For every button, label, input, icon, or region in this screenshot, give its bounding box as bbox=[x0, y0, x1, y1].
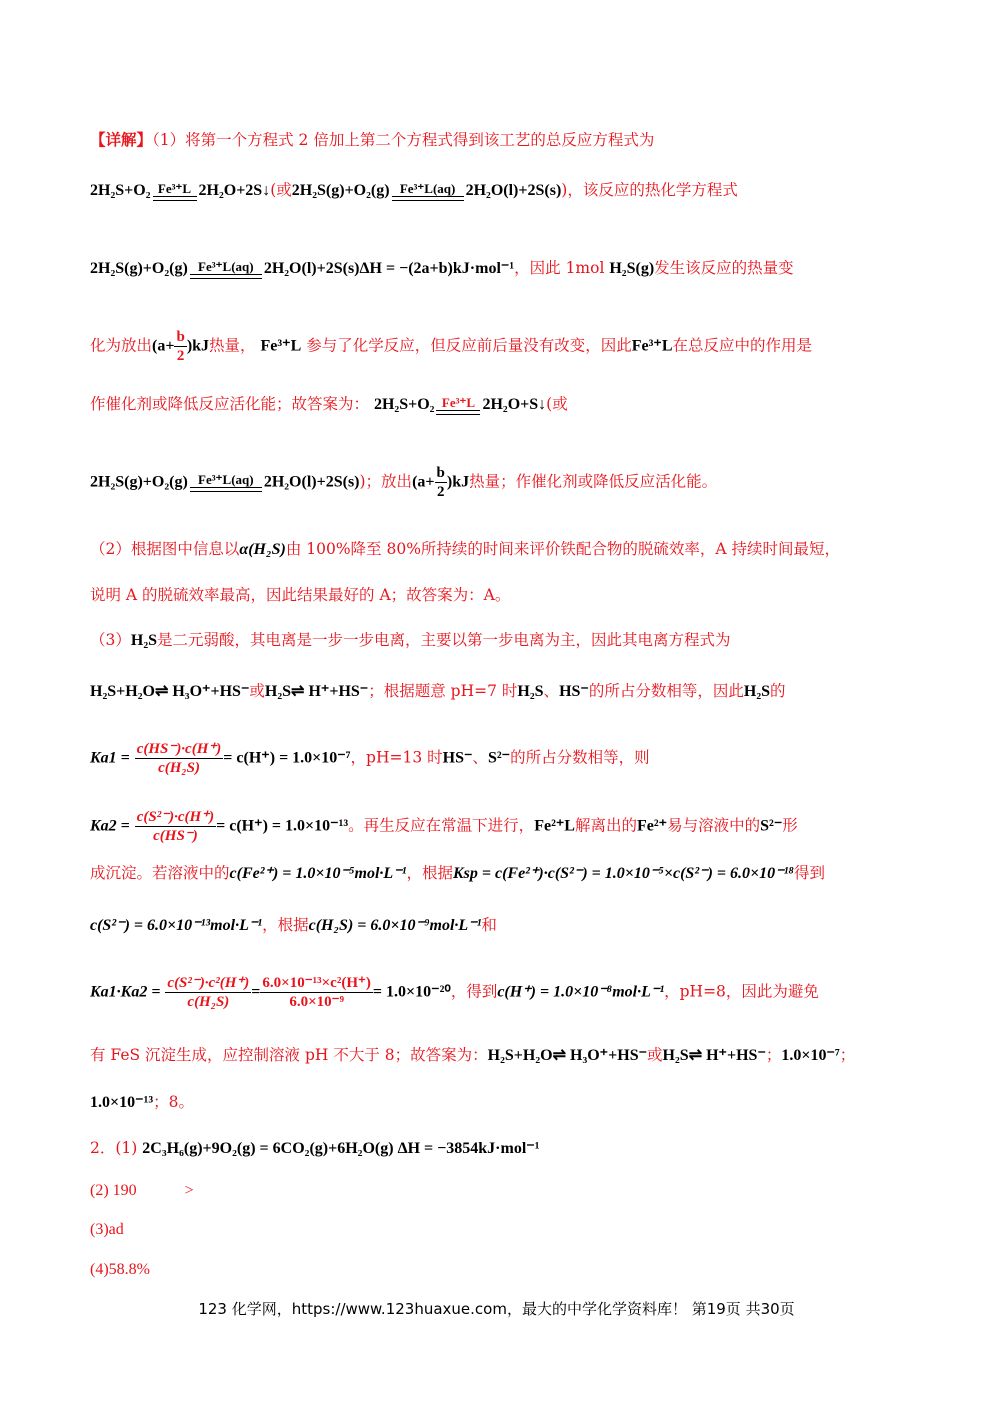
ka2-text-d: 形 bbox=[782, 816, 798, 835]
answer-line-1 bbox=[90, 392, 913, 417]
page-footer: 123 化学网，https://www.123huaxue.com，最大的中学化学资料库！ 第19页 共30页 bbox=[198, 1300, 795, 1318]
l15-fraction-1 bbox=[165, 974, 251, 1011]
l10-text-b: 的所占分数相等，因此 bbox=[588, 682, 744, 700]
ka1-sep: 、 bbox=[472, 748, 488, 767]
ionization-line bbox=[90, 679, 913, 704]
l10-sep: 、 bbox=[543, 682, 560, 700]
ka2-species-3: S²⁻ bbox=[760, 817, 783, 835]
l4-species-1: Fe³⁺L bbox=[260, 337, 302, 355]
eq2-tail2: 发生该反应的热量变 bbox=[654, 259, 794, 277]
ka2-species-1: Fe²⁺L bbox=[534, 817, 575, 835]
l5-text-a: 作催化剂或降低反应活化能；故答案为： bbox=[90, 395, 370, 413]
eq1-products: 2H₂O+2S↓ bbox=[198, 182, 271, 199]
l15-num1: c(S²⁻)·c²(H⁺) bbox=[167, 975, 250, 991]
ka2-text-b: 解离出的 bbox=[574, 816, 637, 835]
l6-frac-post: )kJ bbox=[446, 473, 470, 491]
eq1-arrow bbox=[151, 182, 199, 201]
ka1-text-b: 的所占分数相等，则 bbox=[510, 748, 650, 767]
l10-species-1: H₂S bbox=[517, 683, 544, 700]
l10-or: 或 bbox=[249, 682, 265, 700]
ka2-fraction bbox=[135, 808, 216, 845]
answer-2-2-value: (3)ad bbox=[90, 1221, 124, 1238]
heat-line bbox=[90, 328, 913, 365]
eq1-tail: )，该反应的热化学方程式 bbox=[561, 181, 738, 199]
eq1-alt-arrow bbox=[390, 182, 466, 201]
ka1-den: c(H₂S) bbox=[158, 760, 200, 776]
ka1-lhs: Ka1 = bbox=[90, 749, 130, 767]
l16-eq3: 1.0×10⁻⁷ bbox=[781, 1047, 840, 1064]
answer-line-4 bbox=[90, 1090, 913, 1115]
l15-text-a: ，得到 bbox=[450, 982, 498, 1001]
q2-prefix: 2．(1) bbox=[90, 1139, 138, 1157]
l14-text-a: ，根据 bbox=[262, 916, 309, 934]
answer-2-3 bbox=[90, 1261, 150, 1279]
l14-eq2: c(H₂S) = 6.0×10⁻⁹mol·L⁻¹ bbox=[308, 917, 482, 934]
ka1-num: c(HS⁻)·c(H⁺) bbox=[136, 741, 222, 757]
answer-line-3 bbox=[90, 1043, 913, 1068]
ka2-lhs: Ka2 = bbox=[90, 817, 130, 835]
part3-line-1 bbox=[90, 628, 913, 653]
l14-text-b: 和 bbox=[481, 916, 497, 934]
l15-eq: = bbox=[251, 983, 261, 1001]
l4-species-2: Fe³⁺L bbox=[631, 337, 673, 355]
answer-2-2 bbox=[90, 1221, 124, 1239]
l15-rhs: = 1.0×10⁻²⁰ bbox=[372, 983, 451, 1001]
l10-eq2: H₂S⇌ H⁺+HS⁻ bbox=[264, 683, 369, 700]
l6-arrow bbox=[188, 473, 264, 492]
l10-species-3: H₂S bbox=[743, 683, 771, 700]
answer-2-1-relation: > bbox=[184, 1182, 194, 1199]
l4-text-d: 在总反应中的作用是 bbox=[672, 336, 813, 355]
l15-den2: 6.0×10⁻⁹ bbox=[289, 994, 345, 1010]
l4-text-b: 热量， bbox=[209, 336, 256, 355]
p3-text-a: （3） bbox=[90, 631, 131, 649]
l15-text-b: ，pH=8，因此为避免 bbox=[664, 982, 819, 1001]
l13-text-c: 得到 bbox=[793, 864, 825, 882]
l6-frac-den: 2 bbox=[436, 484, 445, 500]
l6-products: 2H₂O(l)+2S(s) bbox=[263, 473, 360, 491]
detail-tag: 【详解】 bbox=[90, 130, 153, 149]
l15-num2: 6.0×10⁻¹³×c²(H⁺) bbox=[262, 975, 371, 991]
l6-condition: Fe³⁺L(aq) bbox=[198, 472, 254, 487]
eq2-reactants: 2H₂S(g)+O₂(g) bbox=[90, 260, 188, 277]
answer-2-1 bbox=[90, 1182, 194, 1200]
l6-frac-num: b bbox=[436, 465, 445, 481]
eq2-tail: ，因此 1mol bbox=[514, 259, 605, 277]
l13-eq1: c(Fe²⁺) = 1.0×10⁻⁵mol·L⁻¹ bbox=[229, 865, 407, 882]
ka2-rhs: = c(H⁺) = 1.0×10⁻¹³ bbox=[216, 817, 349, 835]
ka-product-line bbox=[90, 974, 913, 1011]
p2-text-b: 由 100%降至 80%所持续的时间来评价铁配合物的脱硫效率，A 持续时间最短， bbox=[285, 540, 841, 558]
l10-text-a: ；根据题意 pH=7 时 bbox=[368, 682, 518, 700]
detail-intro-line bbox=[90, 128, 913, 152]
l5-products: 2H₂O+S↓ bbox=[482, 396, 547, 413]
l13-text-a: 成沉淀。若溶液中的 bbox=[90, 864, 230, 882]
q2-line bbox=[90, 1136, 913, 1161]
eq1-reactants: 2H₂S+O₂ bbox=[90, 182, 151, 199]
l14-eq1: c(S²⁻) = 6.0×10⁻¹³mol·L⁻¹ bbox=[90, 917, 263, 934]
ka1-text-a: ，pH=13 时 bbox=[350, 748, 443, 767]
eq2-arrow bbox=[188, 260, 264, 279]
equation-line-1 bbox=[90, 178, 913, 203]
l6-frac-pre: (a+ bbox=[412, 473, 435, 491]
ka1-fraction bbox=[135, 740, 224, 777]
l16-eq2: H₂S⇌ H⁺+HS⁻ bbox=[662, 1047, 766, 1064]
ka2-num: c(S²⁻)·c(H⁺) bbox=[136, 809, 215, 825]
l6-text-a: )；放出 bbox=[359, 472, 413, 491]
l16-sep: ； bbox=[765, 1046, 782, 1064]
l16-end: ； bbox=[839, 1046, 856, 1064]
ka1-species-2: S²⁻ bbox=[487, 749, 511, 767]
ka2-line bbox=[90, 808, 913, 845]
l15-eq2: c(H⁺) = 1.0×10⁻⁸mol·L⁻¹ bbox=[497, 983, 665, 1001]
l10-species-2: HS⁻ bbox=[559, 683, 589, 700]
precipitation-line bbox=[90, 861, 913, 886]
l4-text-a: 化为放出 bbox=[90, 336, 153, 355]
part2-line-2 bbox=[90, 583, 913, 607]
ka2-species-2: Fe²⁺ bbox=[637, 817, 668, 835]
l5-text-b: (或 bbox=[546, 395, 568, 413]
l10-eq1: H₂S+H₂O⇌ H₃O⁺+HS⁻ bbox=[90, 683, 250, 700]
l16-eq1: H₂S+H₂O⇌ H₃O⁺+HS⁻ bbox=[487, 1047, 648, 1064]
eq2-products: 2H₂O(l)+2S(s)ΔH = −(2a+b)kJ·mol⁻¹ bbox=[263, 260, 515, 277]
ka1-line bbox=[90, 740, 913, 777]
l6-text-b: 热量；作催化剂或降低反应活化能。 bbox=[469, 472, 718, 491]
eq1-or: (或 bbox=[270, 181, 292, 199]
q2-equation: 2C₃H₆(g)+9O₂(g) = 6CO₂(g)+6H₂O(g) ΔH = −3854kJ·mol⁻¹ bbox=[142, 1140, 540, 1157]
p2-species: α(H₂S) bbox=[239, 541, 286, 558]
l16-or: 或 bbox=[647, 1046, 663, 1064]
p2-text-a: （2）根据图中信息以 bbox=[90, 540, 240, 558]
l15-lhs: Ka1·Ka2 = bbox=[90, 983, 161, 1001]
equation-line-2 bbox=[90, 256, 913, 281]
p3-species: H₂S bbox=[130, 632, 158, 649]
l4-frac-den: 2 bbox=[176, 348, 185, 364]
l6-fraction bbox=[435, 464, 447, 501]
eq2-condition: Fe³⁺L(aq) bbox=[198, 258, 254, 274]
l10-text-c: 的 bbox=[770, 682, 786, 700]
p3-text-b: 是二元弱酸，其电离是一步一步电离，主要以第一步电离为主，因此其电离方程式为 bbox=[157, 631, 731, 649]
l5-reactants: 2H₂S+O₂ bbox=[373, 396, 435, 413]
ka2-text-a: 。再生反应在常温下进行， bbox=[348, 816, 535, 835]
l6-reactants: 2H₂S(g)+O₂(g) bbox=[90, 473, 188, 491]
l5-arrow bbox=[434, 396, 482, 415]
l4-text-c: 参与了化学反应，但反应前后量没有改变，因此 bbox=[306, 336, 632, 355]
l5-condition: Fe³⁺L bbox=[441, 394, 476, 410]
l4-frac-pre: (a+ bbox=[152, 337, 175, 355]
ka2-den: c(HS⁻) bbox=[153, 828, 198, 844]
p2-text-c: 说明 A 的脱硫效率最高，因此结果最好的 A；故答案为：A。 bbox=[90, 586, 511, 604]
l4-fraction bbox=[174, 328, 186, 365]
eq1-condition: Fe³⁺L bbox=[157, 180, 192, 196]
sulfide-line bbox=[90, 913, 913, 938]
answer-line-2 bbox=[90, 464, 913, 501]
eq1-alt-products: 2H₂O(l)+2S(s) bbox=[465, 182, 562, 199]
detail-p1-intro: （1）将第一个方程式 2 倍加上第二个方程式得到该工艺的总反应方程式为 bbox=[152, 131, 655, 149]
l4-frac-num: b bbox=[176, 329, 185, 345]
eq1-alt-reactants: 2H₂S(g)+O₂(g) bbox=[291, 182, 390, 199]
answer-2-1-value: (2) 190 bbox=[90, 1182, 137, 1199]
eq1-alt-condition: Fe³⁺L(aq) bbox=[399, 180, 456, 196]
eq2-species: H₂S(g) bbox=[609, 260, 655, 277]
answer-2-3-value: (4)58.8% bbox=[90, 1261, 150, 1278]
ka1-species-1: HS⁻ bbox=[442, 749, 473, 767]
l13-eq2: Ksp = c(Fe²⁺)·c(S²⁻) = 1.0×10⁻⁵×c(S²⁻) = 6.0×10⁻¹⁸ bbox=[452, 865, 794, 882]
ka2-text-c: 易与溶液中的 bbox=[667, 816, 761, 835]
l16-text-a: 有 FeS 沉淀生成，应控制溶液 pH 不大于 8；故答案为： bbox=[90, 1046, 488, 1064]
part2-line-1 bbox=[90, 537, 913, 562]
l17-eq: 1.0×10⁻¹³ bbox=[90, 1094, 154, 1111]
l15-fraction-2 bbox=[260, 974, 373, 1011]
l17-text-a: ；8。 bbox=[153, 1093, 195, 1111]
ka1-rhs: = c(H⁺) = 1.0×10⁻⁷ bbox=[223, 749, 351, 767]
l13-text-b: ，根据 bbox=[406, 864, 453, 882]
l15-den1: c(H₂S) bbox=[187, 994, 230, 1010]
l4-frac-post: )kJ bbox=[186, 337, 210, 355]
